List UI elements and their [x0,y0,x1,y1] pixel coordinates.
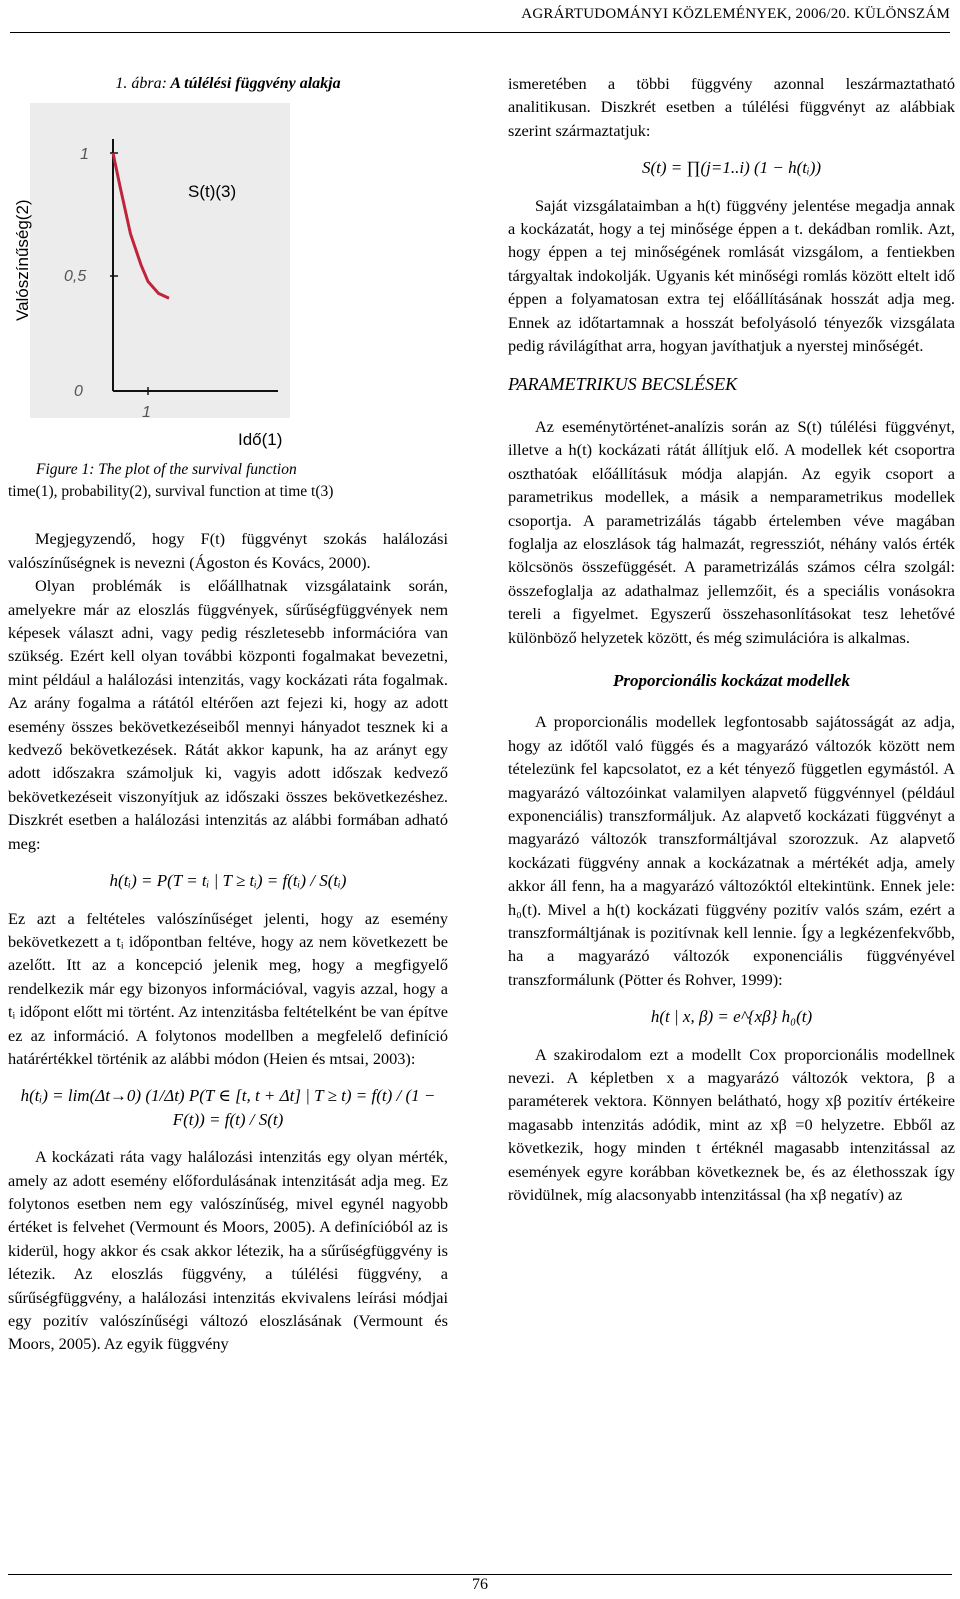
formula-hazard-continuous: h(tᵢ) = lim(Δt→0) (1/Δt) P(T ∈ [t, t + Δt] | T ≥ t) = f(t) / (1 − F(t)) = f(t) / S(t) [20,1086,436,1129]
subsection-heading-proportional: Proporcionális kockázat modellek [612,670,851,690]
header-rule [10,32,950,33]
tick-label-x-1: 1 [142,404,151,422]
figure-title-prefix: 1. ábra: [115,75,167,92]
right-paragraph-1: ismeretében a többi függvény azonnal leszármaztatható analitikusan. Diszkrét esetben a túlélési függvényt az alábbiak szerint származtatjuk: [508,74,955,140]
left-paragraph-1: Megjegyzendő, hogy F(t) függvényt szokás halálozási valószínűségnek is nevezni (Ágoston és Kovács, 2000). [8,529,448,572]
section-heading-parametric: PARAMETRIKUS BECSLÉSEK [508,374,738,395]
tick-label-y-05: 0,5 [64,268,87,286]
caption-line1: Figure 1: The plot of the survival function [36,461,297,479]
y-axis-label: Valószínűség(2) [13,199,32,322]
figure-caption [8,459,448,503]
page-number: 76 [472,1576,488,1593]
footer-rule [8,1574,952,1575]
chart-background [30,103,290,418]
survival-chart-svg [8,101,448,450]
formula-survival-product: S(t) = ∏(j=1..i) (1 − h(tᵢ)) [641,158,822,178]
left-paragraph-4: A kockázati ráta vagy halálozási intenzitás egy olyan mérték, amely az adott esemény előfordulásának intenzitását adja meg. Ez folytonos esetben nem egy valószínűség, mivel egynél nagyobb értéket is felvehet (Vermount és Moors, 2005). A definícióból az is kiderül, hogy akkor és csak akkor létezik, ha a sűrűségfüggvény is létezik. Az eloszlás függvény, a túlélési függvény, a sűrűségfüggvény, a halálozási intenzitás ekvivalens leírási módjai egy pozitív valószínűségi változó eloszlásának (Vermount és Moors, 2005). Az egyik függvény [8,1147,448,1354]
formula-cox: h(t | x, β) = e^{xβ} h₀(t) [650,1007,813,1027]
right-paragraph-5: A szakirodalom ezt a modellt Cox proporcionális modellnek nevezi. A képletben x a magyarázó változók vektora, β a paraméterek vektora. Könnyen belátható, hogy xβ pozitív értékeire magasabb intenzitás adódik, mint az xβ =0 helyzetre. Ebből az következik, hogy minden t értéknél magasabb intenzitással az események egyre korábban következnek be, és az élethosszak így rövidülnek, míg alacsonyabb intenzitással (ha xβ negatív) az [508,1044,955,1205]
curve-label: S(t)(3) [188,182,237,202]
left-paragraph-2: Olyan problémák is előállhatnak vizsgálataink során, amelyekre már az eloszlás függvények, sűrűségfüggvények nem képesek választ adni, vagy pedig részletesebb információra van szükség. Ezért kell olyan további központi fogalmakat bevezetni, mint például a halálozási intenzitás, vagy kockázati ráta fogalmak. Az arány fogalma a rátától eltérően azt fejezi ki, hogy az adott esemény összes bekövetkezéseiből mennyi hányadot tesznek ki a kedvező bekövetkezések. Rátát akkor kapunk, ha az arányt egy adott időszakra számoljuk ki, vagyis adott időszak kedvező bekövetkezéseit viszonyítjuk az időszaki összes bekövetkezéshez. Diszkrét esetben a halálozási intenzitás az alábbi formában adható meg: [8,576,448,853]
running-head: AGRÁRTUDOMÁNYI KÖZLEMÉNYEK, 2006/20. KÜLÖNSZÁM [521,6,950,22]
right-paragraph-2: Saját vizsgálataimban a h(t) függvény jelentése megadja annak a kockázatát, hogy a tej minősége éppen a t. dekádban romlik. Azt, hogy éppen a tej minőségének romlását vizsgálom, a fentiekben tárgyaltak indokolják. Ugyanis két minőségi romlás között eltelt idő éppen a folyamatosan extra tej előállításának hosszát adja meg. Ennek az időtartamnak a hosszát befolyásoló tényezők vizsgálata pedig rávilágíthat arra, hogyan javíthatjuk a nyerstej minőségét. [508,195,955,356]
x-axis-label: Idő(1) [238,430,283,450]
tick-label-y-1: 1 [80,146,89,164]
left-paragraph-3: Ez azt a feltételes valószínűséget jelenti, hogy az esemény bekövetkezett a tᵢ időpontban feltéve, hogy az nem következett be azelőtt. Itt az a koncepció jelenik meg, hogy a megfigyelő rendelkezik már egy bizonyos információval, vagyis azzal, hogy a tᵢ időpont előtt mi történt. Az intenzitásba feltételként be van építve ez az információ. A folytonos modellben a megfelelő definíció határértékkel történik az alábbi módon (Heien és mtsai, 2003): [8,908,448,1068]
right-paragraph-3: Az eseménytörténet-analízis során az S(t) túlélési függvényt, illetve a h(t) kockázati rátát állítjuk elő. A modellek két csoportra oszthatóak előállításuk módja alapján. Az egyik csoport a parametrikus modellek, a másik a nemparametrikus modellek csoportja. A parametrizálás tágabb értelemben véve magában foglalja az eloszlások tág halmazát, regressziót, néhány valós érték kölcsönös összefüggését. A parametrizálás számos célra szolgál: összefoglalja az adathalmaz jellemzőit, és a speciális vonásokra tereli a figyelmet. Egyszerű összehasonlításokat tesz lehetővé különböző helyzetek között, és még szimulációra is alkalmas. [508,416,955,647]
figure-title [8,72,448,95]
caption-line2: time(1), probability(2), survival function at time t(3) [8,483,334,501]
formula-hazard-discrete: h(tᵢ) = P(T = tᵢ | T ≥ tᵢ) = f(tᵢ) / S(tᵢ) [109,871,347,891]
right-column [508,72,955,1206]
tick-label-y-0: 0 [74,383,83,401]
right-paragraph-4: A proporcionális modellek legfontosabb sajátosságát az adja, hogy az időtől való függés és a magyarázó változók között nem tételezünk fel kapcsolatot, ez a két tényező független egymástól. A magyarázó változóinkat valamilyen alapvető függvénnyel (például exponenciális) transzformáljuk. Az alapvető kockázati függvényt a magyarázó változók transzformáltjával szorozzuk. Az alapvető kockázati függvény annak a kockázatnak a mértékét adja, amely akkor áll fenn, ha a magyarázó változóktól eltekintünk. Ennek jele: h₀(t). Mivel a h(t) kockázati függvény pozitív valós szám, ezért a transzformáltjának is pozitívnak kell lennie. Így a legkézenfekvőbb, ha a magyarázó változók exponenciális függvényével transzformálunk (Pötter és Rohver, 1999): [508,712,955,989]
survival-chart [8,101,448,450]
figure-title-text: A túlélési függvény alakja [166,75,341,92]
left-column [8,72,448,1356]
